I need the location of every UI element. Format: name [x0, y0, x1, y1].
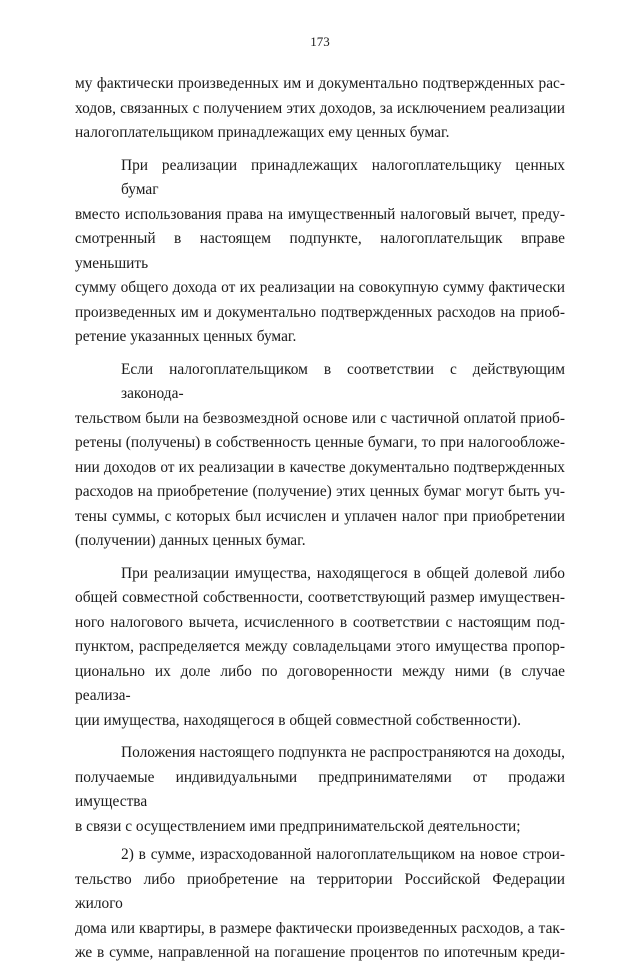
text-line: ретение указанных ценных бумаг.	[75, 328, 297, 345]
text-line: налогоплательщиком принадлежащих ему ценных бумаг.	[75, 124, 450, 141]
body-text	[75, 72, 565, 966]
paragraph-2	[75, 154, 565, 350]
text-line: ционально их доле либо по договоренности между ними (в случае реализа-	[75, 662, 565, 704]
paragraph-4	[75, 562, 565, 734]
page-number: 173	[310, 34, 330, 49]
text-line: произведенных им и документально подтвержденных расходов на приоб-	[75, 303, 565, 321]
text-line: ходов, связанных с получением этих доходов, за исключением реализации	[75, 99, 565, 117]
text-line: ции имущества, находящегося в общей совместной собственности).	[75, 711, 521, 729]
text-line: Положения настоящего подпункта не распространяются на доходы,	[121, 744, 565, 761]
text-line: (получении) данных ценных бумаг.	[75, 532, 306, 549]
text-line: пунктом, распределяется между совладельцами этого имущества пропор-	[75, 638, 565, 655]
paragraph-5	[75, 741, 565, 839]
text-line: му фактически произведенных им и документально подтвержденных рас-	[75, 75, 565, 92]
text-line: ного налогового вычета, исчисленного в соответствии с настоящим под-	[75, 613, 565, 631]
text-line: тельством были на безвозмездной основе или с частичной оплатой приоб-	[75, 409, 565, 427]
text-line: Если налогоплательщиком в соответствии с действующим законода-	[121, 360, 565, 402]
text-line: сумму общего дохода от их реализации на совокупную сумму фактически	[75, 279, 565, 296]
text-line: получаемые индивидуальными предпринимателями от продажи имущества	[75, 768, 565, 810]
paragraph-6	[75, 843, 565, 966]
text-line: в связи с осуществлением ими предпринимательской деятельности;	[75, 817, 521, 835]
text-line: тены суммы, с которых был исчислен и уплачен налог при приобретении	[75, 507, 565, 525]
text-line: тельство либо приобретение на территории Российской Федерации жилого	[75, 870, 565, 912]
text-line: расходов на приобретение (получение) этих ценных бумаг могут быть уч-	[75, 483, 565, 500]
text-line: вместо использования права на имущественный налоговый вычет, преду-	[75, 205, 565, 223]
text-line: же в сумме, направленной на погашение процентов по ипотечным креди-	[75, 944, 565, 961]
text-line: дома или квартиры, в размере фактически произведенных расходов, а так-	[75, 919, 565, 937]
text-line: общей совместной собственности, соответствующий размер имуществен-	[75, 589, 565, 606]
text-line: При реализации принадлежащих налогоплательщику ценных бумаг	[121, 156, 565, 198]
text-line: ретены (получены) в собственность ценные бумаги, то при налогообложе-	[75, 434, 565, 451]
text-line: 2) в сумме, израсходованной налогоплательщиком на новое строи-	[121, 846, 565, 863]
paragraph-1	[75, 72, 565, 146]
paragraph-3	[75, 358, 565, 554]
text-line: смотренный в настоящем подпункте, налогоплательщик вправе уменьшить	[75, 230, 565, 272]
text-line: нии доходов от их реализации в качестве документально подтвержденных	[75, 458, 565, 476]
text-line: При реализации имущества, находящегося в общей долевой либо	[121, 564, 565, 582]
